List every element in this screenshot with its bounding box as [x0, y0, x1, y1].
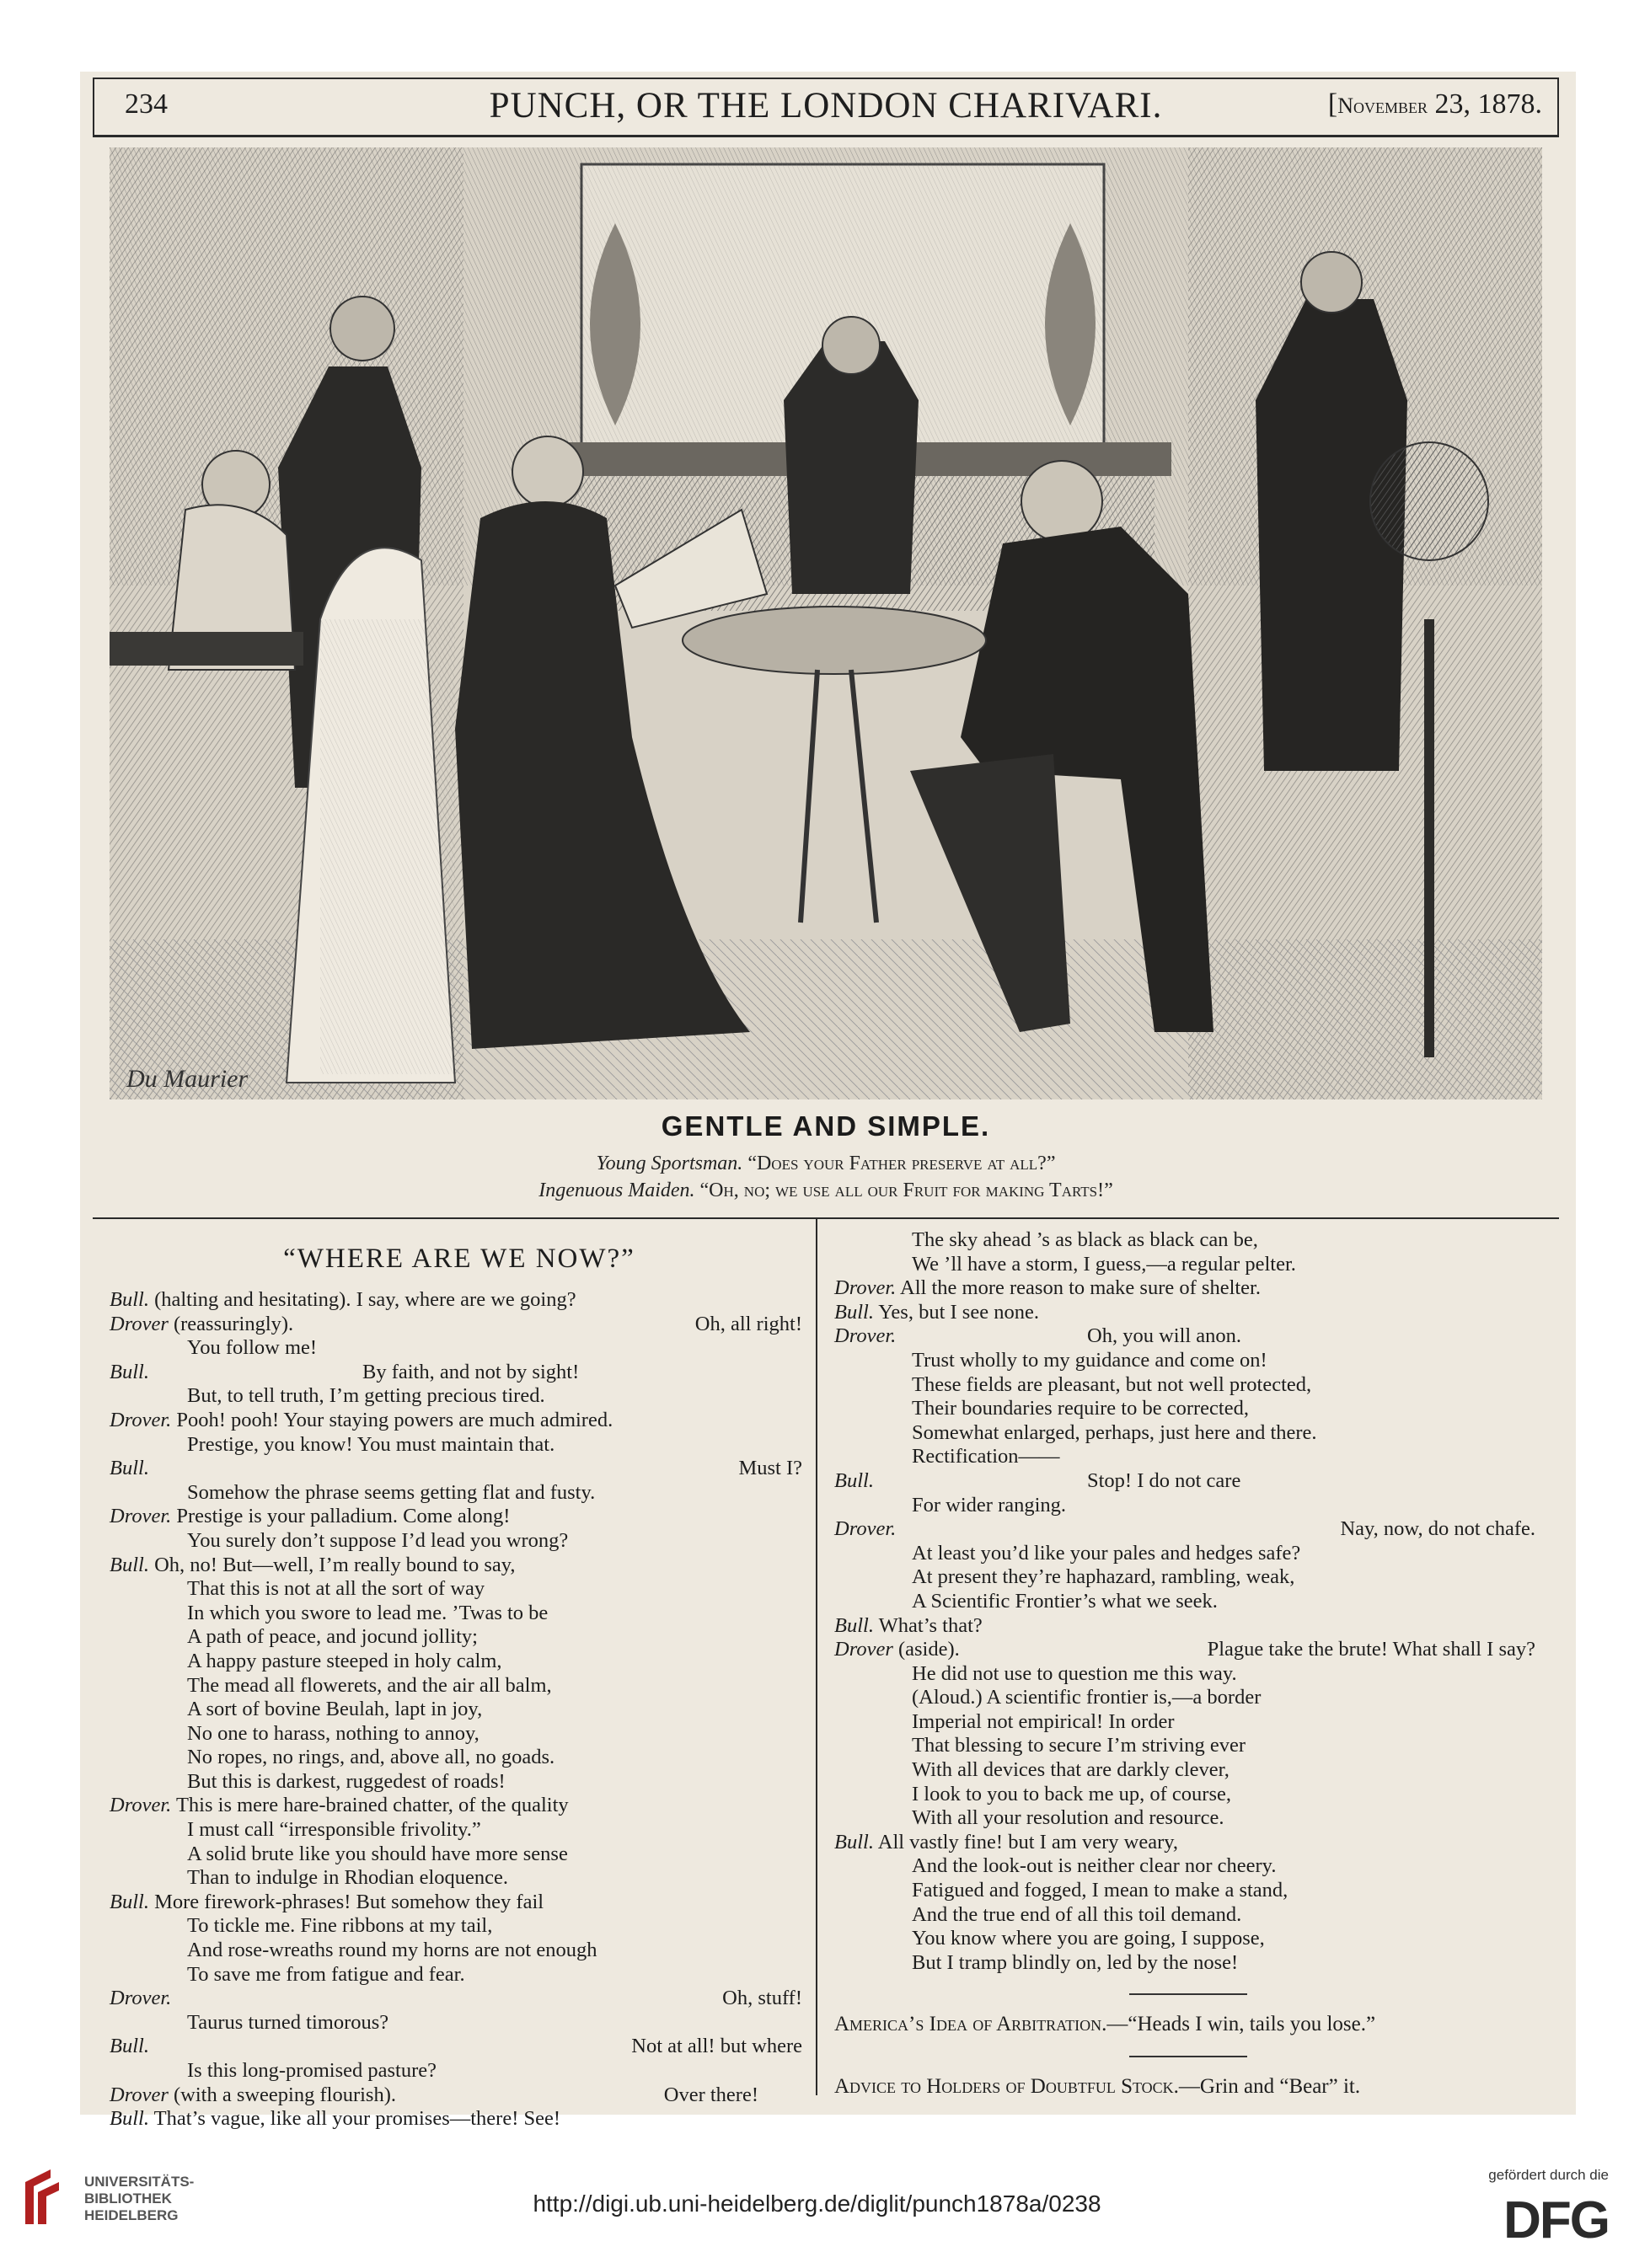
poem-line	[110, 1674, 809, 1698]
poem-line	[834, 1445, 1542, 1469]
line-text: By faith, and not by sight!	[362, 1360, 580, 1383]
line-text: Oh, you will anon.	[1087, 1324, 1242, 1348]
poem-line	[110, 1457, 809, 1481]
line-text-right: Nay, now, do not chafe.	[1340, 1517, 1535, 1541]
poem-line	[110, 1866, 809, 1891]
poem-line	[110, 1770, 809, 1795]
poem-line	[110, 1818, 809, 1843]
line-text: Yes, but I see none.	[878, 1300, 1039, 1324]
line-text-right: Over there!	[663, 2083, 758, 2106]
speaker-name: Drover.	[110, 1987, 172, 2010]
short-divider-2	[1129, 2056, 1247, 2057]
caption-text-1: “Does your Father preserve at all?”	[747, 1153, 1056, 1174]
line-text: Somehow the phrase seems getting flat and fusty.	[187, 1480, 596, 1504]
issue-month: November	[1337, 94, 1428, 118]
short-divider	[1129, 1993, 1247, 1995]
poem-line	[834, 1831, 1542, 1855]
america-paragraph	[834, 2012, 1542, 2037]
line-text: You follow me!	[187, 1336, 318, 1360]
poem-line	[110, 1433, 809, 1458]
poem-line	[834, 1228, 1542, 1253]
masthead-title: PUNCH, OR THE LONDON CHARIVARI.	[489, 86, 1163, 126]
caption-line-1	[110, 1153, 1542, 1175]
poem-column-right	[834, 1228, 1542, 2100]
library-name: UNIVERSITÄTS- BIBLIOTHEK HEIDELBERG	[84, 2174, 195, 2223]
line-text: Taurus turned timorous?	[187, 2010, 389, 2034]
poem-line	[110, 1554, 809, 1578]
line-text: This is mere hare-brained chatter, of the quality	[175, 1794, 569, 1817]
speaker-name: Bull.	[834, 1613, 874, 1637]
line-text: With all devices that are darkly clever,	[912, 1758, 1230, 1782]
speaker-name: Bull.	[110, 1553, 149, 1576]
america-heading: America’s Idea of Arbitration.	[834, 2013, 1107, 2036]
advice-paragraph	[834, 2074, 1542, 2100]
line-text: With all your resolution and resource.	[912, 1806, 1224, 1830]
permalink-url[interactable]: http://digi.ub.uni-heidelberg.de/diglit/punch1878a/0238	[533, 2190, 1101, 2217]
speaker-name: Drover	[834, 1638, 893, 1661]
line-text: Stop! I do not care	[1087, 1468, 1241, 1492]
speaker-name: Bull.	[110, 1288, 149, 1311]
caption-speaker-1: Young Sportsman.	[596, 1153, 743, 1174]
poem-line	[110, 2035, 809, 2059]
poem-line	[110, 1602, 809, 1626]
poem-lines-left	[110, 1288, 809, 2132]
speaker-name: Bull.	[834, 1300, 874, 1324]
poem-line	[110, 1722, 809, 1746]
line-text: Oh, no! But—well, I’m really bound to say,	[154, 1553, 516, 1576]
line-text: That this is not at all the sort of way	[187, 1577, 485, 1601]
line-text: I must call “irresponsible frivolity.”	[187, 1818, 481, 1842]
advice-text: —Grin and “Bear” it.	[1178, 2075, 1361, 2099]
speaker-name: Bull.	[110, 1890, 149, 1913]
line-text: Is this long-promised pasture?	[187, 2059, 437, 2082]
line-text: We ’ll have a storm, I guess,—a regular pelter.	[912, 1252, 1296, 1276]
artist-signature: Du Maurier	[126, 1065, 249, 1093]
poem-line	[834, 1349, 1542, 1373]
poem-line	[110, 1409, 809, 1433]
line-text: At present they’re haphazard, rambling, weak,	[912, 1565, 1295, 1589]
poem-line	[834, 1590, 1542, 1614]
line-text: The mead all flowerets, and the air all balm,	[187, 1673, 552, 1697]
speaker-name: Drover.	[110, 1794, 172, 1817]
line-text: Imperial not empirical! In order	[912, 1709, 1175, 1733]
line-text: A Scientific Frontier’s what we seek.	[912, 1589, 1218, 1613]
poem-line	[110, 1891, 809, 1915]
poem-line	[110, 1384, 809, 1409]
page-number: 234	[125, 88, 168, 120]
poem-line	[110, 2107, 809, 2132]
line-text: All vastly fine! but I am very weary,	[877, 1830, 1179, 1853]
line-text: But, to tell truth, I’m getting precious tired.	[187, 1384, 545, 1408]
poem-line	[110, 1529, 809, 1554]
line-text: (halting and hesitating). I say, where are we going?	[154, 1288, 576, 1311]
speaker-name: Bull.	[834, 1830, 874, 1853]
poem-line	[110, 1914, 809, 1939]
line-text: The sky ahead ’s as black as black can be,	[912, 1228, 1258, 1251]
poem-line	[834, 1927, 1542, 1951]
speaker-name: Drover	[110, 1312, 169, 1335]
caption-speaker-2: Ingenuous Maiden.	[538, 1179, 695, 1201]
poem-line	[110, 1746, 809, 1770]
poem-line	[834, 1324, 1542, 1349]
line-text: (aside).	[897, 1638, 960, 1661]
poem-line	[834, 1276, 1542, 1301]
america-text: —“Heads I win, tails you lose.”	[1106, 2013, 1376, 2036]
line-text: And the true end of all this toil demand.	[912, 1902, 1242, 1926]
poem-line	[834, 1662, 1542, 1687]
line-text: Pooh! pooh! Your staying powers are much admired.	[176, 1408, 613, 1431]
poem-lines-right	[834, 1228, 1542, 1975]
poem-line	[834, 1301, 1542, 1325]
line-text: A path of peace, and jocund jollity;	[187, 1625, 478, 1649]
poem-line	[834, 1783, 1542, 1807]
cartoon-illustration	[110, 147, 1542, 1099]
issue-date: [November 23, 1878.	[1327, 88, 1542, 120]
poem-line	[834, 1542, 1542, 1566]
poem-line	[834, 1469, 1542, 1494]
line-text: (Aloud.) A scientific frontier is,—a border	[912, 1686, 1262, 1709]
poem-line	[110, 2083, 809, 2108]
speaker-name: Bull.	[110, 1360, 149, 1383]
poem-line	[834, 1494, 1542, 1518]
line-text-right: Plague take the brute! What shall I say?	[1207, 1638, 1535, 1661]
line-text-right: Must I?	[738, 1457, 802, 1480]
poem-line	[110, 1987, 809, 2011]
poem-line	[110, 2059, 809, 2083]
speaker-name: Bull.	[110, 2107, 149, 2131]
poem-line	[110, 1481, 809, 1506]
line-text: But I tramp blindly on, led by the nose!	[912, 1950, 1239, 1974]
line-text: And the look-out is neither clear nor cheery.	[912, 1854, 1277, 1878]
poem-line	[834, 1373, 1542, 1398]
poem-line	[834, 1253, 1542, 1277]
poem-line	[834, 1638, 1542, 1662]
poem-line	[834, 1710, 1542, 1735]
line-text: (with a sweeping flourish).	[173, 2083, 396, 2106]
speaker-name: Drover	[110, 2083, 169, 2106]
poem-line	[834, 1951, 1542, 1976]
line-text: You know where you are going, I suppose,	[912, 1927, 1265, 1950]
poem-line	[834, 1806, 1542, 1831]
line-text: A solid brute like you should have more sense	[187, 1842, 568, 1865]
column-divider	[816, 1219, 817, 2095]
line-text: More firework-phrases! But somehow they fail	[154, 1890, 544, 1913]
line-text: Rectification——	[912, 1445, 1060, 1468]
caption-line-2	[110, 1179, 1542, 1202]
line-text: And rose-wreaths round my horns are not enough	[187, 1939, 597, 1962]
poem-line	[110, 1336, 809, 1361]
poem-line	[110, 1843, 809, 1867]
line-text: What’s that?	[878, 1613, 983, 1637]
poem-line	[110, 1361, 809, 1385]
line-text: All the more reason to make sure of shelter.	[900, 1276, 1261, 1300]
section-rule	[93, 1217, 1559, 1219]
line-text-right: Not at all! but where	[631, 2035, 802, 2058]
line-text: Than to indulge in Rhodian eloquence.	[187, 1866, 509, 1890]
poem-column-left	[110, 1228, 809, 2132]
poem-line	[834, 1517, 1542, 1542]
line-text: Fatigued and fogged, I mean to make a stand,	[912, 1879, 1288, 1902]
line-text: To tickle me. Fine ribbons at my tail,	[187, 1914, 493, 1938]
poem-line	[834, 1903, 1542, 1928]
poem-line	[110, 1963, 809, 1987]
engraving-image	[110, 147, 1542, 1099]
speaker-name: Drover.	[110, 1505, 172, 1528]
line-text: A sort of bovine Beulah, lapt in joy,	[187, 1698, 483, 1721]
page-header	[93, 88, 1559, 139]
header-rule-top	[93, 78, 1559, 79]
poem-line	[834, 1758, 1542, 1783]
poem-line	[834, 1421, 1542, 1446]
line-text-right: Oh, all right!	[694, 1312, 802, 1335]
poem-line	[110, 1939, 809, 1963]
poem-line	[110, 1505, 809, 1529]
line-text: That blessing to secure I’m striving ever	[912, 1734, 1246, 1757]
caption-text-2: “Oh, no; we use all our Fruit for making Tarts!”	[699, 1179, 1113, 1201]
poem-line	[110, 1288, 809, 1313]
line-text: You surely don’t suppose I’d lead you wrong?	[187, 1528, 569, 1552]
line-text: I look to you to back me up, of course,	[912, 1782, 1231, 1805]
line-text: In which you swore to lead me. ’Twas to be	[187, 1601, 549, 1624]
line-text: A happy pasture steeped in holy calm,	[187, 1649, 502, 1672]
line-text: Their boundaries require to be corrected,	[912, 1397, 1249, 1420]
poem-line	[834, 1565, 1542, 1590]
line-text: No ropes, no rings, and, above all, no goads.	[187, 1746, 555, 1769]
poem-line	[110, 1313, 809, 1337]
speaker-name: Bull.	[834, 1468, 874, 1492]
advice-heading: Advice to Holders of Doubtful Stock.	[834, 2075, 1179, 2099]
digitization-footer	[0, 2132, 1634, 2268]
line-text: Somewhat enlarged, perhaps, just here and there.	[912, 1420, 1317, 1444]
dfg-logo: DFG	[1503, 2191, 1609, 2249]
poem-line	[110, 1794, 809, 1818]
line-text: No one to harass, nothing to annoy,	[187, 1721, 479, 1745]
speaker-name: Drover.	[834, 1276, 897, 1300]
line-text-right: Oh, stuff!	[722, 1987, 802, 2010]
line-text: These fields are pleasant, but not well protected,	[912, 1372, 1312, 1396]
speaker-name: Drover.	[110, 1408, 172, 1431]
speaker-name: Drover.	[834, 1324, 897, 1348]
cartoon-title: GENTLE AND SIMPLE.	[661, 1110, 991, 1142]
poem-line	[834, 1854, 1542, 1879]
poem-line	[834, 1397, 1542, 1421]
poem-line	[834, 1734, 1542, 1758]
poem-line	[834, 1879, 1542, 1903]
poem-title: “WHERE ARE WE NOW?”	[283, 1244, 635, 1274]
line-text: Trust wholly to my guidance and come on!	[912, 1348, 1267, 1372]
poem-line	[834, 1614, 1542, 1639]
funding-note: gefördert durch die	[1488, 2167, 1609, 2183]
poem-line	[110, 1577, 809, 1602]
line-text: He did not use to question me this way.	[912, 1661, 1237, 1685]
line-text: At least you’d like your pales and hedges safe?	[912, 1541, 1301, 1565]
speaker-name: Bull.	[110, 1457, 149, 1480]
line-text: (reassuringly).	[173, 1312, 294, 1335]
poem-line	[110, 2011, 809, 2035]
speaker-name: Drover.	[834, 1517, 897, 1541]
poem-line	[110, 1625, 809, 1650]
speaker-name: Bull.	[110, 2035, 149, 2058]
line-text: Prestige, you know! You must maintain that.	[187, 1432, 555, 1456]
line-text: Prestige is your palladium. Come along!	[176, 1505, 511, 1528]
line-text: To save me from fatigue and fear.	[187, 1962, 465, 1986]
poem-line	[834, 1686, 1542, 1710]
line-text: But this is darkest, ruggedest of roads!	[187, 1769, 506, 1793]
poem-line	[110, 1698, 809, 1722]
line-text: That’s vague, like all your promises—there! See!	[153, 2107, 561, 2131]
line-text: For wider ranging.	[912, 1493, 1067, 1516]
poem-line	[110, 1650, 809, 1674]
